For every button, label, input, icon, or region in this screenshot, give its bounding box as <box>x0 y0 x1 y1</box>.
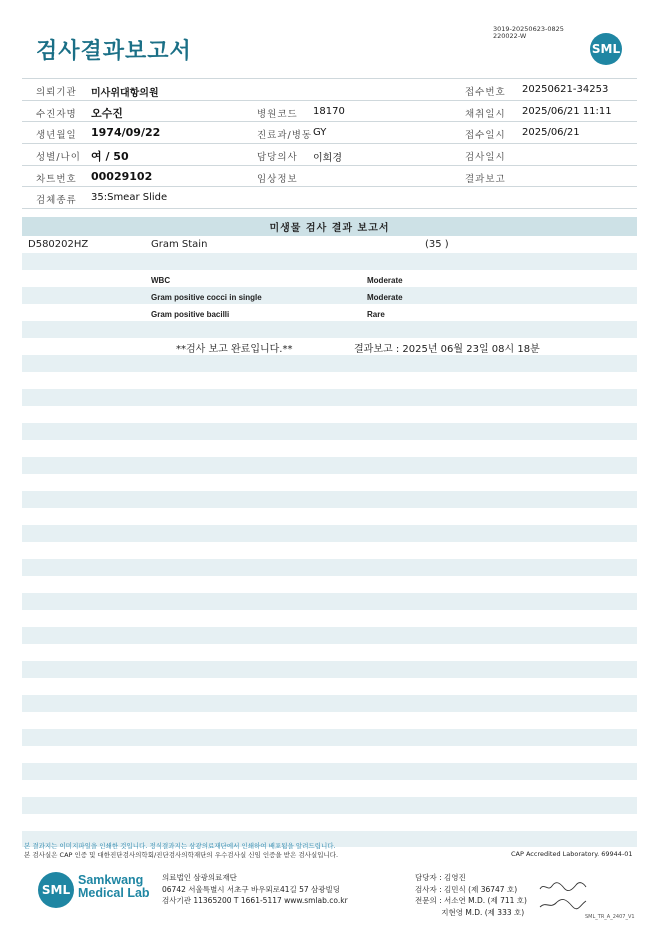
row-stripe <box>22 661 637 678</box>
row-stripe <box>22 559 637 576</box>
staff-line: 검사자 : 김민식 (제 36747 호) <box>415 884 518 894</box>
info-value: 1974/09/22 <box>91 126 161 140</box>
info-value: 2025/06/21 11:11 <box>522 105 612 117</box>
info-label: 담당의사 <box>257 152 298 164</box>
info-row <box>22 78 637 100</box>
info-label: 의뢰기관 <box>36 87 77 98</box>
info-value: 오수진 <box>91 106 123 120</box>
staff-list <box>415 872 527 918</box>
print-notice: 본 결과지는 이미지파일을 인쇄한 것입니다. 정식결과지는 삼광의료재단에서 인쇄하여 배포됨을 알려드립니다. <box>24 842 336 850</box>
report-complete-text: **검사 보고 완료입니다.** <box>176 344 293 355</box>
info-label: 차트번호 <box>36 173 77 185</box>
info-label: 결과보고 <box>465 173 506 185</box>
row-stripe <box>22 457 637 474</box>
staff-line: 지현영 M.D. (제 333 호) <box>415 907 525 917</box>
info-value: GY <box>313 127 327 139</box>
patient-info-table <box>22 78 637 209</box>
page-title: 검사결과보고서 <box>36 39 192 64</box>
company-address <box>162 872 348 907</box>
company-name <box>78 874 150 900</box>
info-row <box>22 121 637 143</box>
report-time: 결과보고 : 2025년 06월 23일 08시 18분 <box>354 344 540 355</box>
info-label: 진료과/병동 <box>257 130 313 142</box>
logo-text: SML <box>41 883 71 897</box>
info-row <box>22 143 637 165</box>
result-value: Moderate <box>367 293 403 302</box>
info-value: 18170 <box>313 105 345 117</box>
row-stripe <box>22 627 637 644</box>
row-stripe <box>22 253 637 270</box>
sml-footer-logo <box>38 872 74 908</box>
row-stripe <box>22 389 637 406</box>
signature-mark <box>538 897 588 911</box>
info-value: 이희경 <box>313 153 342 165</box>
address-line: 의료법인 삼광의료재단 <box>162 873 237 882</box>
company-name-line: Samkwang <box>78 873 144 887</box>
result-value: Moderate <box>367 276 403 285</box>
result-value: Rare <box>367 310 385 319</box>
info-row <box>22 186 637 209</box>
result-name: WBC <box>151 276 171 285</box>
info-value: 35:Smear Slide <box>91 192 168 204</box>
info-label: 병원코드 <box>257 108 298 120</box>
info-label: 접수번호 <box>465 87 506 98</box>
info-value: 00029102 <box>91 169 153 183</box>
info-label: 생년월일 <box>36 130 77 142</box>
sml-logo <box>590 33 622 65</box>
document-code: 220022-W <box>493 32 527 40</box>
row-stripe <box>22 491 637 508</box>
address-line: 검사기관 11365200 T 1661-5117 www.smlab.co.kr <box>162 896 348 905</box>
info-label: 임상정보 <box>257 173 298 185</box>
accreditation-notice: 본 검사실은 CAP 인증 및 대한진단검사의학회/진단검사의학재단의 우수검사실 신임 인증을 받은 검사실입니다. <box>24 851 339 859</box>
info-label: 채취일시 <box>465 108 506 120</box>
report-section-header: 미생물 검사 결과 보고서 <box>22 217 637 236</box>
info-label: 성별/나이 <box>36 152 81 164</box>
info-row <box>22 100 637 122</box>
logo-text: SML <box>591 42 621 56</box>
staff-line: 담당자 : 김영진 <box>415 873 466 882</box>
info-label: 접수일시 <box>465 130 506 142</box>
info-value: 20250621-34253 <box>522 84 609 95</box>
row-stripe <box>22 593 637 610</box>
info-label: 검사일시 <box>465 152 506 164</box>
cap-accreditation: CAP Accredited Laboratory. 69944-01 <box>511 850 633 858</box>
company-name-line: Medical Lab <box>78 886 150 900</box>
form-code: SML_TR_A_2407_V1 <box>585 914 635 920</box>
test-name: Gram Stain <box>151 239 208 250</box>
row-stripe <box>22 695 637 712</box>
row-stripe <box>22 321 637 338</box>
info-value: 여 / 50 <box>91 150 129 164</box>
staff-line: 전문의 : 서소연 M.D. (제 711 호) <box>415 896 527 905</box>
document-codes <box>493 26 564 40</box>
row-stripe <box>22 423 637 440</box>
row-stripe <box>22 763 637 780</box>
info-value: 2025/06/21 <box>522 127 580 139</box>
info-row <box>22 165 637 187</box>
result-name: Gram positive bacilli <box>151 310 230 319</box>
info-value: 미사위대항의원 <box>91 88 159 99</box>
row-stripe <box>22 287 637 304</box>
info-label: 수진자명 <box>36 108 77 120</box>
test-reference: (35 ) <box>425 239 449 250</box>
test-code: D580202HZ <box>28 239 89 250</box>
row-stripe <box>22 355 637 372</box>
row-stripe <box>22 525 637 542</box>
document-code: 3019-20250623-0825 <box>493 25 564 33</box>
signature-mark <box>538 880 588 894</box>
result-name: Gram positive cocci in single <box>151 293 262 302</box>
address-line: 06742 서울특별시 서초구 바우뫼로41길 57 삼광빌딩 <box>162 884 341 894</box>
info-label: 검체종류 <box>36 195 77 207</box>
row-stripe <box>22 797 637 814</box>
row-stripe <box>22 729 637 746</box>
